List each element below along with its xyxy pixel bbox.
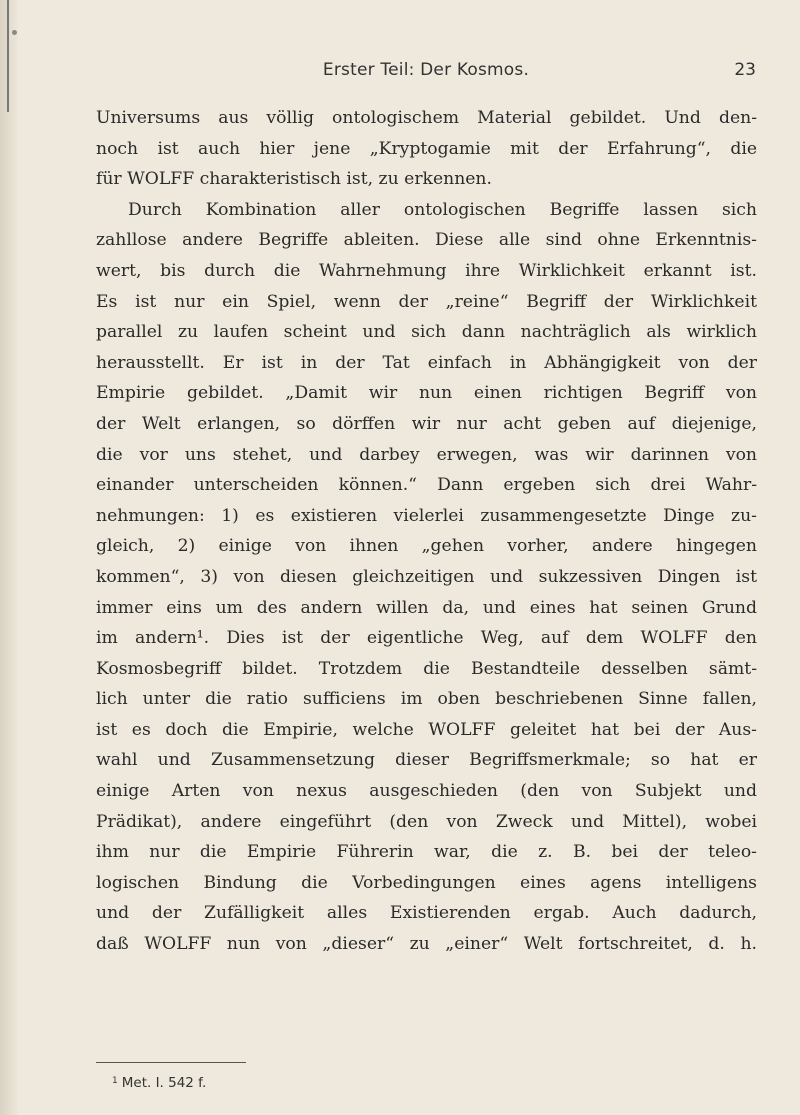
text-line: nehmungen: 1) es existieren vielerlei zusammengesetzte Dinge zu- (96, 505, 757, 526)
text-line: und der Zufälligkeit alles Existierenden ergab. Auch dadurch, (96, 903, 757, 924)
footnote-marker: 1 (112, 1076, 118, 1086)
text-line: ihm nur die Empirie Führerin war, die z. B. bei der teleo- (96, 842, 757, 863)
text-line: ist es doch die Empirie, welche WOLFF geleitet hat bei der Aus- (96, 719, 757, 740)
text-line: lich unter die ratio sufficiens im oben beschriebenen Sinne fallen, (96, 689, 757, 710)
page-gutter (0, 0, 18, 1115)
text-line: kommen“, 3) von diesen gleichzeitigen und sukzessiven Dingen ist (96, 566, 757, 587)
text-line: logischen Bindung die Vorbedingungen eines agens intelligens (96, 872, 757, 893)
page-number: 23 (734, 60, 756, 80)
text-line: Empirie gebildet. „Damit wir nun einen richtigen Begriff von (96, 383, 757, 404)
text-line: wahl und Zusammensetzung dieser Begriffsmerkmale; so hat er (96, 750, 757, 771)
text-line: die vor uns stehet, und darbey erwegen, was wir darinnen von (96, 444, 757, 465)
text-line: zahllose andere Begriffe ableiten. Diese alle sind ohne Erkenntnis- (96, 230, 757, 251)
text-line: daß WOLFF nun von „dieser“ zu „einer“ Welt fortschreitet, d. h. (96, 934, 757, 955)
running-head: Erster Teil: Der Kosmos. (322, 60, 530, 80)
gutter-dot (12, 30, 17, 35)
text-line: einige Arten von nexus ausgeschieden (den von Subjekt und (96, 781, 757, 802)
gutter-mark (7, 0, 9, 112)
page-header (96, 60, 756, 86)
text-line: der Welt erlangen, so dörffen wir nur acht geben auf diejenige, (96, 413, 757, 434)
text-line: parallel zu laufen scheint und sich dann nachträglich als wirklich (96, 322, 757, 343)
text-line: Prädikat), andere eingeführt (den von Zweck und Mittel), wobei (96, 811, 757, 832)
text-line: Kosmosbegriff bildet. Trotzdem die Bestandteile desselben sämt- (96, 658, 757, 679)
footnote-rule (96, 1062, 246, 1063)
body-text (96, 103, 757, 960)
text-line: herausstellt. Er ist in der Tat einfach in Abhängigkeit von der (96, 352, 757, 373)
text-line: einander unterscheiden können.“ Dann ergeben sich drei Wahr- (96, 475, 757, 496)
text-line: Es ist nur ein Spiel, wenn der „reine“ Begriff der Wirklichkeit (96, 291, 757, 312)
text-line: wert, bis durch die Wahrnehmung ihre Wirklichkeit erkannt ist. (96, 260, 757, 281)
text-line: gleich, 2) einige von ihnen „gehen vorher, andere hingegen (96, 536, 757, 557)
text-line: im andern¹. Dies ist der eigentliche Weg, auf dem WOLFF den (96, 628, 757, 649)
text-line: für WOLFF charakteristisch ist, zu erkennen. (96, 169, 492, 190)
text-line: Durch Kombination aller ontologischen Begriffe lassen sich (128, 199, 757, 220)
text-line: immer eins um des andern willen da, und eines hat seinen Grund (96, 597, 757, 618)
text-line: noch ist auch hier jene „Kryptogamie mit der Erfahrung“, die (96, 138, 757, 159)
footnote-text: Met. I. 542 f. (121, 1075, 207, 1091)
footnote (112, 1075, 206, 1091)
text-line: Universums aus völlig ontologischem Material gebildet. Und den- (96, 108, 757, 128)
